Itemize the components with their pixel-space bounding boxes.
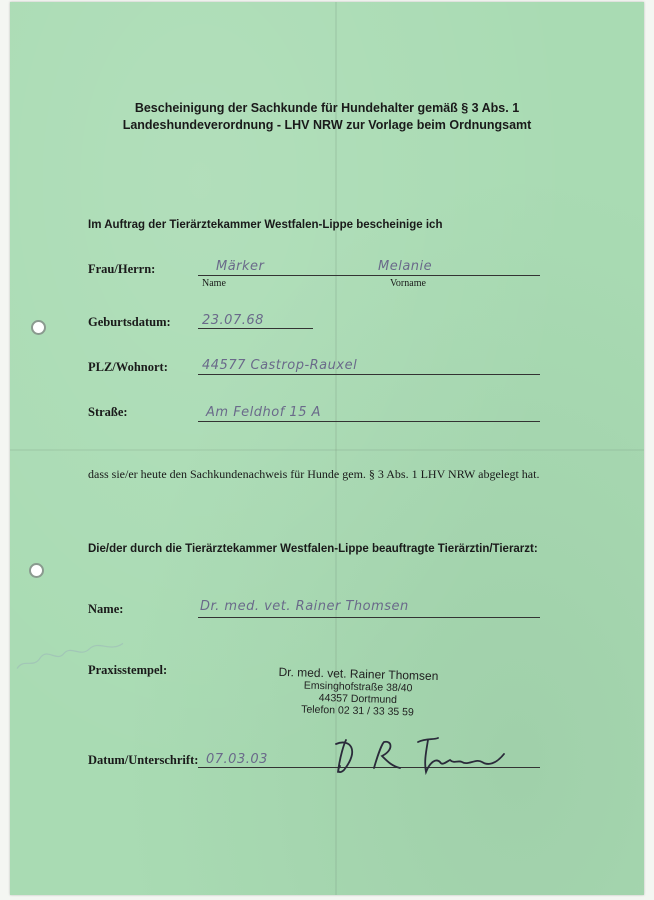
stamp-label: Praxisstempel: bbox=[88, 663, 168, 677]
title-line-2: Landeshundeverordnung - LHV NRW zur Vorlage beim Ordnungsamt bbox=[122, 118, 532, 132]
stamp-line-3: 44357 Dortmund bbox=[318, 691, 398, 707]
punch-hole-bottom bbox=[29, 563, 44, 578]
firstname-value: Melanie bbox=[378, 259, 433, 274]
vet-name-label: Name: bbox=[88, 602, 124, 616]
stamp-line-4: Telefon 02 31 / 33 35 59 bbox=[301, 703, 414, 719]
statement-text: dass sie/er heute den Sachkundenachweis für Hunde gem. § 3 Abs. 1 LHV NRW abgelegt hat. bbox=[88, 467, 540, 481]
surname-caption: Name bbox=[202, 278, 226, 289]
date-value: 07.03.03 bbox=[206, 752, 268, 767]
title-line-1: Bescheinigung der Sachkunde für Hundehalter gemäß § 3 Abs. 1 bbox=[134, 101, 520, 115]
document-title bbox=[0, 100, 654, 134]
fold-line-horizontal bbox=[10, 449, 644, 451]
name-label: Frau/Herrn: bbox=[88, 262, 156, 276]
street-label: Straße: bbox=[88, 405, 128, 419]
city-underline bbox=[198, 374, 540, 375]
vet-heading: Die/der durch die Tierärztekammer Westfalen-Lippe beauftragte Tierärztin/Tierarzt: bbox=[88, 543, 538, 555]
surname-value: Märker bbox=[216, 259, 265, 274]
punch-hole-top bbox=[31, 320, 46, 335]
city-value: 44577 Castrop-Rauxel bbox=[202, 358, 358, 373]
stamp-line-1: Dr. med. vet. Rainer Thomsen bbox=[278, 664, 439, 684]
city-label: PLZ/Wohnort: bbox=[88, 360, 168, 374]
intro-text: Im Auftrag der Tierärztekammer Westfalen-Lippe bescheinige ich bbox=[88, 219, 443, 231]
vet-name-value: Dr. med. vet. Rainer Thomsen bbox=[200, 599, 409, 614]
birthdate-underline bbox=[198, 328, 313, 329]
stamp-line-2: Emsinghofstraße 38/40 bbox=[303, 679, 413, 695]
birthdate-label: Geburtsdatum: bbox=[88, 315, 171, 329]
handwritten-signature bbox=[330, 732, 510, 780]
name-underline bbox=[198, 275, 540, 276]
street-underline bbox=[198, 421, 540, 422]
birthdate-value: 23.07.68 bbox=[202, 313, 264, 328]
practice-stamp bbox=[257, 664, 458, 719]
firstname-caption: Vorname bbox=[390, 278, 426, 289]
vet-name-underline bbox=[198, 617, 540, 618]
date-signature-label: Datum/Unterschrift: bbox=[88, 753, 199, 767]
street-value: Am Feldhof 15 A bbox=[206, 405, 321, 420]
